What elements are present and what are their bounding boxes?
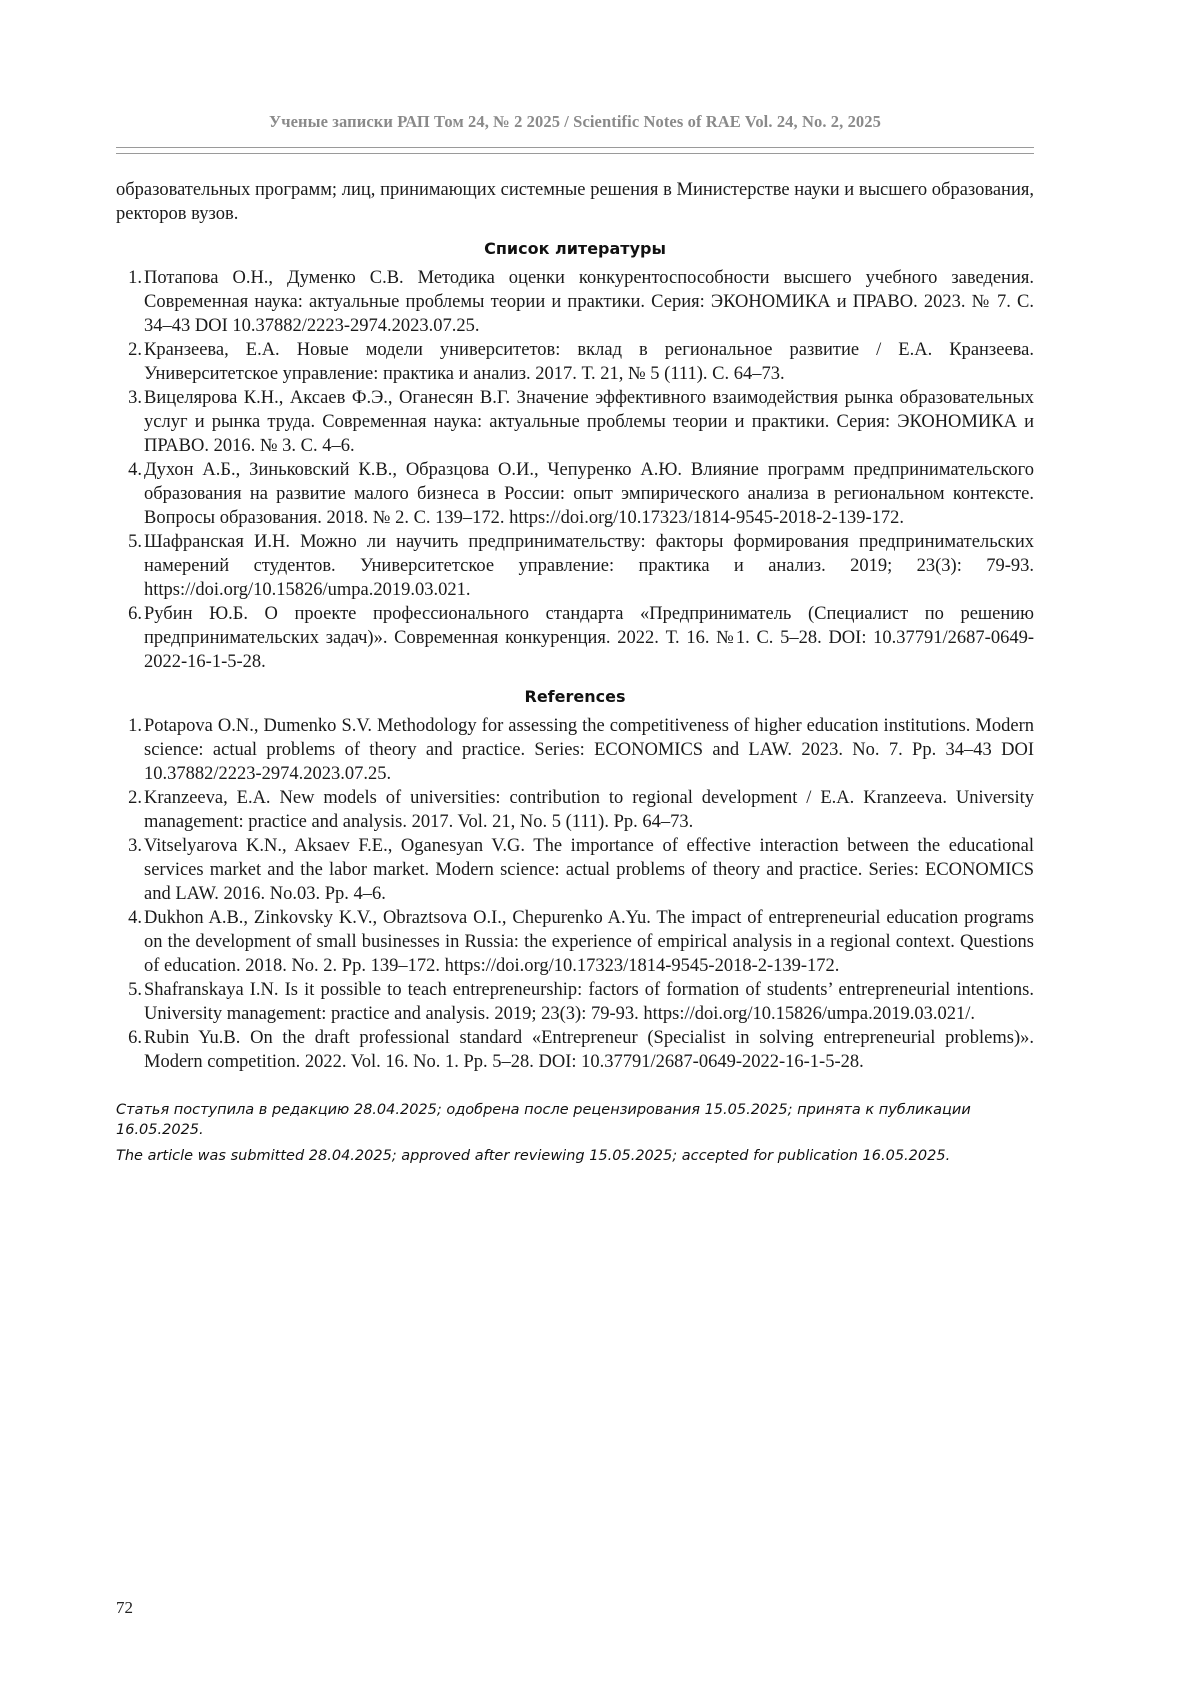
reference-en-item bbox=[116, 1026, 1034, 1074]
reference-text: Вицелярова К.Н., Аксаев Ф.Э., Оганесян В.Г. Значение эффективного взаимодействия рынка образовательных услуг и рынка труда. Современная наука: актуальные проблемы теории и практики. Серия: ЭКОНОМИКА и ПРАВО. 2016. № 3. С. 4–6. bbox=[144, 388, 1034, 456]
reference-number: 1. bbox=[128, 268, 142, 288]
article-dates-ru: Статья поступила в редакцию 28.04.2025; одобрена после рецензирования 15.05.2025; принята к публикации 16.05.2025. bbox=[116, 1102, 971, 1138]
reference-number: 5. bbox=[128, 980, 142, 1000]
reference-en-item bbox=[116, 834, 1034, 906]
reference-number: 3. bbox=[128, 388, 142, 408]
reference-ru-item bbox=[116, 458, 1034, 530]
reference-text: Потапова О.Н., Думенко С.В. Методика оценки конкурентоспособности высшего учебного заведения. Современная наука: актуальные проблемы теории и практики. Серия: ЭКОНОМИКА и ПРАВО. 2023. № 7. С. 34–43 DOI 10.37882/2223-2974.2023.07.25. bbox=[144, 268, 1034, 336]
reference-ru-item bbox=[116, 266, 1034, 338]
reference-number: 6. bbox=[128, 1028, 142, 1048]
header-rule-top bbox=[116, 147, 1034, 148]
references-en-list bbox=[116, 714, 1034, 1074]
article-dates-en: The article was submitted 28.04.2025; approved after reviewing 15.05.2025; accepted for publication 16.05.2025. bbox=[116, 1148, 951, 1164]
reference-text: Dukhon A.B., Zinkovsky K.V., Obraztsova O.I., Chepurenko A.Yu. The impact of entrepreneurial education programs on the development of small businesses in Russia: the experience of empirical analysis in a regional context. Questions of education. 2018. No. 2. Pp. 139–172. https://doi.org/10.17323/1814-9545-2018-2-139-172. bbox=[144, 908, 1034, 976]
running-header: Ученые записки РАП Том 24, № 2 2025 / Scientific Notes of RAE Vol. 24, No. 2, 2025 bbox=[269, 112, 881, 131]
reference-number: 2. bbox=[128, 340, 142, 360]
page-number: 72 bbox=[116, 1598, 133, 1617]
reference-text: Kranzeeva, E.A. New models of universities: contribution to regional development / E.A. Kranzeeva. University management: practice and analysis. 2017. Vol. 21, No. 5 (111). Pp. 64–73. bbox=[144, 788, 1034, 832]
reference-text: Духон А.Б., Зиньковский К.В., Образцова О.И., Чепуренко А.Ю. Влияние программ предпринимательского образования на развитие малого бизнеса в России: опыт эмпирического анализа в региональном контексте. Вопросы образования. 2018. № 2. С. 139–172. https://doi.org/10.17323/1814-9545-2018-2-139-172. bbox=[144, 460, 1034, 528]
reference-ru-item bbox=[116, 602, 1034, 674]
reference-ru-item bbox=[116, 530, 1034, 602]
references-en-heading: References bbox=[524, 687, 626, 706]
references-ru-list bbox=[116, 266, 1034, 674]
reference-number: 4. bbox=[128, 460, 142, 480]
reference-text: Potapova O.N., Dumenko S.V. Methodology for assessing the competitiveness of higher education institutions. Modern science: actual problems of theory and practice. Series: ECONOMICS and LAW. 2023. No. 7. Pp. 34–43 DOI 10.37882/2223-2974.2023.07.25. bbox=[144, 716, 1034, 784]
reference-text: Шафранская И.Н. Можно ли научить предпринимательству: факторы формирования предпринимательских намерений студентов. Университетское управление: практика и анализ. 2019; 23(3): 79-93. https://doi.org/10.15826/umpa.2019.03.021. bbox=[144, 532, 1034, 600]
reference-number: 6. bbox=[128, 604, 142, 624]
page-content bbox=[116, 178, 1034, 1166]
reference-en-item bbox=[116, 786, 1034, 834]
reference-text: Кранзеева, Е.А. Новые модели университетов: вклад в региональное развитие / Е.А. Кранзеева. Университетское управление: практика и анализ. 2017. Т. 21, № 5 (111). С. 64–73. bbox=[144, 340, 1034, 384]
reference-en-item bbox=[116, 714, 1034, 786]
reference-en-item bbox=[116, 978, 1034, 1026]
article-dates bbox=[116, 1100, 1034, 1166]
header-rule-bottom bbox=[116, 153, 1034, 154]
reference-number: 2. bbox=[128, 788, 142, 808]
reference-number: 4. bbox=[128, 908, 142, 928]
reference-text: Shafranskaya I.N. Is it possible to teach entrepreneurship: factors of formation of students’ entrepreneurial intentions. University management: practice and analysis. 2019; 23(3): 79-93. https://doi.org/10.15826/umpa.2019.03.021/. bbox=[144, 980, 1034, 1024]
reference-number: 5. bbox=[128, 532, 142, 552]
reference-text: Vitselyarova K.N., Aksaev F.E., Oganesyan V.G. The importance of effective interaction between the educational services market and the labor market. Modern science: actual problems of theory and practice. Series: ECONOMICS and LAW. 2016. No.03. Pp. 4–6. bbox=[144, 836, 1034, 904]
reference-text: Rubin Yu.B. On the draft professional standard «Entrepreneur (Specialist in solving entrepreneurial problems)». Modern competition. 2022. Vol. 16. No. 1. Pp. 5–28. DOI: 10.37791/2687-0649-2022-16-1-5-28. bbox=[144, 1028, 1034, 1072]
reference-ru-item bbox=[116, 338, 1034, 386]
intro-paragraph: образовательных программ; лиц, принимающих системные решения в Министерстве науки и высшего образования, ректоров вузов. bbox=[116, 180, 1034, 224]
references-ru-heading: Список литературы bbox=[484, 239, 666, 258]
reference-en-item bbox=[116, 906, 1034, 978]
reference-text: Рубин Ю.Б. О проекте профессионального стандарта «Предприниматель (Специалист по решению предпринимательских задач)». Современная конкуренция. 2022. Т. 16. №1. С. 5–28. DOI: 10.37791/2687-0649-2022-16-1-5-28. bbox=[144, 604, 1034, 672]
reference-ru-item bbox=[116, 386, 1034, 458]
reference-number: 1. bbox=[128, 716, 142, 736]
reference-number: 3. bbox=[128, 836, 142, 856]
